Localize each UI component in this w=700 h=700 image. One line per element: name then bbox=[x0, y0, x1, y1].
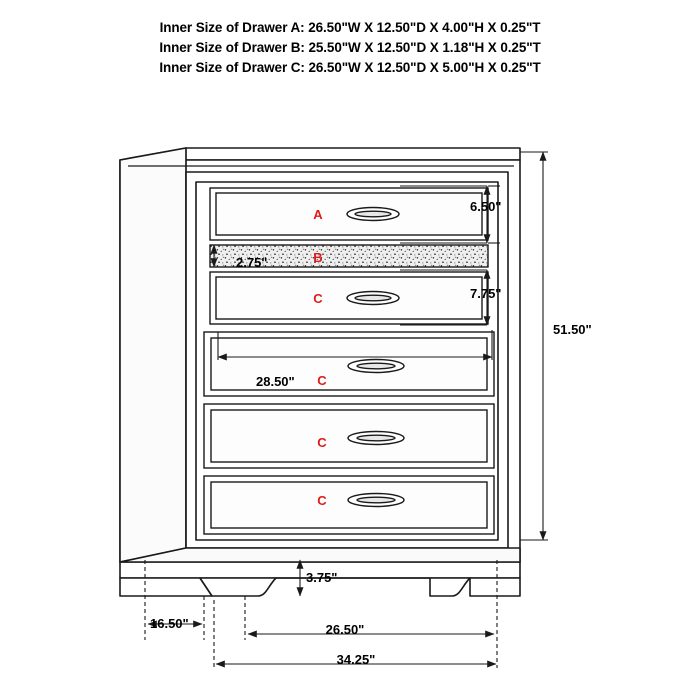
drawer-c-2-handle bbox=[348, 360, 404, 373]
drawer-c-2 bbox=[204, 332, 494, 396]
spec-line-drawer-a: Inner Size of Drawer A: 26.50"W X 12.50"D X 4.00"H X 0.25"T bbox=[159, 20, 541, 35]
drawer-c-1 bbox=[210, 272, 488, 324]
drawer-label-c-4: C bbox=[317, 493, 327, 508]
drawer-label-c-1: C bbox=[313, 291, 323, 306]
drawer-label-a: A bbox=[313, 207, 323, 222]
dim-side-depth: 16.50" bbox=[150, 616, 189, 631]
drawer-c-4-handle bbox=[348, 494, 404, 507]
drawer-label-c-2: C bbox=[317, 373, 327, 388]
drawer-a bbox=[210, 188, 488, 240]
dim-total-height: 51.50" bbox=[553, 322, 592, 337]
dim-leg-height: 3.75" bbox=[306, 570, 338, 585]
dim-drawer-front-width: 28.50" bbox=[256, 374, 295, 389]
drawer-c-3 bbox=[204, 404, 494, 468]
spec-line-drawer-c: Inner Size of Drawer C: 26.50"W X 12.50"D X 5.00"H X 0.25"T bbox=[159, 60, 541, 75]
dim-total-width: 34.25" bbox=[336, 652, 376, 667]
drawer-c-4 bbox=[204, 476, 494, 534]
spec-line-drawer-b: Inner Size of Drawer B: 25.50"W X 12.50"D X 1.18"H X 0.25"T bbox=[159, 40, 541, 55]
dim-drawer-a-height: 6.50" bbox=[470, 199, 502, 214]
drawer-label-b: B bbox=[313, 250, 323, 265]
dim-base-width: 26.50" bbox=[325, 622, 365, 637]
dim-drawer-c-height: 7.75" bbox=[470, 286, 502, 301]
drawer-a-handle bbox=[347, 208, 399, 221]
drawer-c-1-handle bbox=[347, 292, 399, 305]
drawer-label-c-3: C bbox=[317, 435, 327, 450]
drawer-c-3-handle bbox=[348, 432, 404, 445]
dim-drawer-b-height: 2.75" bbox=[236, 255, 268, 270]
